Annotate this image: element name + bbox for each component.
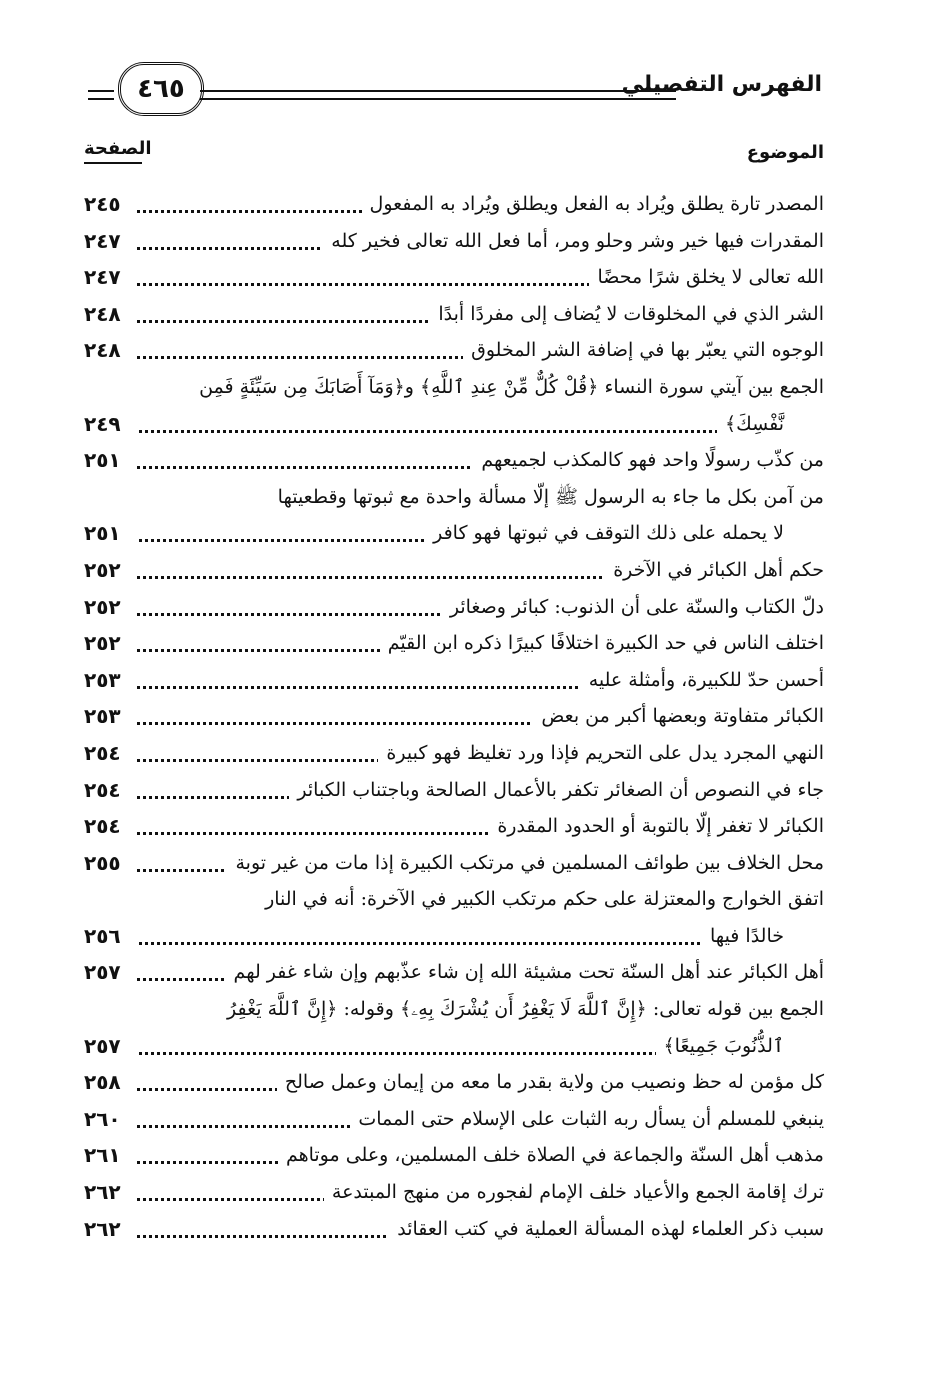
toc-entry-title: نَّفْسِكَ﴾ xyxy=(717,413,784,435)
toc-entry xyxy=(84,1211,824,1248)
toc-entry-page: ٢٥٧ xyxy=(84,954,136,991)
toc-entry-page: ٢٥٥ xyxy=(84,845,136,882)
toc-entry xyxy=(84,296,824,333)
toc-entry-title: ترك إقامة الجمع والأعياد خلف الإمام لفجوره من منهج المبتدعة xyxy=(324,1181,824,1203)
toc-entry-line xyxy=(84,625,824,662)
toc-entry-line xyxy=(84,223,824,260)
toc-entry-page: ٢٤٧ xyxy=(84,259,136,296)
toc-entry xyxy=(84,332,824,369)
toc-entry xyxy=(84,1137,824,1174)
toc-entry-page: ٢٥٤ xyxy=(84,808,136,845)
toc-entry-title: كل مؤمن له حظ ونصيب من ولاية بقدر ما معه من إيمان وعمل صالح xyxy=(277,1071,824,1093)
page-column-header: الصفحة xyxy=(84,138,152,159)
toc-entry-page: ٢٥٣ xyxy=(84,698,136,735)
toc-entry-page: ٢٥٨ xyxy=(84,1064,136,1101)
page-column-underline xyxy=(84,162,142,164)
toc-entry xyxy=(84,845,824,882)
toc-entry xyxy=(84,369,824,442)
toc-entry-page: ٢٤٧ xyxy=(84,223,136,260)
toc-entry xyxy=(84,186,824,223)
toc-entry xyxy=(84,1064,824,1101)
toc-entry-line xyxy=(84,1174,824,1211)
toc-entry-page: ٢٥٤ xyxy=(84,772,136,809)
toc-entry-title: من آمن بكل ما جاء به الرسول ﷺ إلّا مسألة واحدة مع ثبوتها وقطعيتها xyxy=(270,486,824,508)
toc-entry-title: الجمع بين آيتي سورة النساء ﴿قُلْ كُلٌّ مِّنْ عِندِ ٱللَّهِ﴾ و﴿وَمَآ أَصَابَكَ مِن سَيِّئَةٍ فَمِن xyxy=(191,376,824,398)
toc-entry-title: أهل الكبائر عند أهل السنّة تحت مشيئة الله إن شاء عذّبهم وإن شاء غفر لهم xyxy=(226,961,824,983)
leader-dots xyxy=(84,918,784,945)
toc-entry-title: دلّ الكتاب والسنّة على أن الذنوب: كبائر وصغائر xyxy=(442,596,824,618)
toc-entry-page: ٢٦١ xyxy=(84,1137,136,1174)
toc-entry-line xyxy=(84,369,824,406)
toc-entry xyxy=(84,479,824,552)
toc-entry-page: ٢٤٥ xyxy=(84,186,136,223)
toc-entry-line xyxy=(84,735,824,772)
toc-entry-page: ٢٥١ xyxy=(84,442,136,479)
toc-entry-title: مذهب أهل السنّة والجماعة في الصلاة خلف المسلمين، وعلى موتاهم xyxy=(278,1144,824,1166)
toc-entry-page: ٢٥٢ xyxy=(84,589,136,626)
toc-entry-title: الوجوه التي يعبّر بها في إضافة الشر المخلوق xyxy=(463,339,824,361)
toc-entry-page: ٢٥٧ xyxy=(84,1028,136,1065)
table-of-contents xyxy=(84,186,824,1247)
toc-entry xyxy=(84,735,824,772)
toc-entry xyxy=(84,1174,824,1211)
toc-entry xyxy=(84,1101,824,1138)
toc-entry-line xyxy=(84,881,824,918)
toc-entry-line xyxy=(84,515,784,552)
toc-entry-title: اختلف الناس في حد الكبيرة اختلافًا كبيرًا ذكره ابن القيّم xyxy=(380,632,824,654)
toc-entry-line xyxy=(84,662,824,699)
toc-entry-page: ٢٥٢ xyxy=(84,625,136,662)
toc-entry-page: ٢٤٩ xyxy=(84,406,136,443)
toc-entry-title: ٱلذُّنُوبَ جَمِيعًا﴾ xyxy=(656,1035,784,1057)
toc-entry-page: ٢٦٢ xyxy=(84,1174,136,1211)
toc-entry-line xyxy=(84,1028,784,1065)
toc-entry xyxy=(84,991,824,1064)
toc-entry xyxy=(84,808,824,845)
toc-entry-line xyxy=(84,406,784,443)
toc-entry-page: ٢٥٣ xyxy=(84,662,136,699)
toc-entry-line xyxy=(84,1137,824,1174)
toc-entry xyxy=(84,625,824,662)
toc-entry xyxy=(84,259,824,296)
header-rule xyxy=(200,90,676,100)
toc-entry xyxy=(84,552,824,589)
toc-entry-title: حكم أهل الكبائر في الآخرة xyxy=(605,559,824,581)
toc-entry-title: الكبائر لا تغفر إلّا بالتوبة أو الحدود المقدرة xyxy=(489,815,824,837)
toc-entry xyxy=(84,223,824,260)
toc-entry-title: لا يحمله على ذلك التوقف في ثبوتها فهو كافر xyxy=(425,522,784,544)
toc-entry-title: خالدًا فيها xyxy=(702,925,784,947)
toc-entry-line xyxy=(84,991,824,1028)
toc-entry-line xyxy=(84,479,824,516)
toc-entry-line xyxy=(84,918,784,955)
toc-entry-title: المصدر تارة يطلق ويُراد به الفعل ويطلق ويُراد به المفعول xyxy=(362,193,824,215)
toc-entry-line xyxy=(84,1064,824,1101)
toc-entry xyxy=(84,881,824,954)
toc-entry-page: ٢٤٨ xyxy=(84,332,136,369)
toc-entry xyxy=(84,772,824,809)
toc-entry xyxy=(84,589,824,626)
column-headers xyxy=(84,138,824,172)
toc-entry-line xyxy=(84,589,824,626)
toc-entry-line xyxy=(84,332,824,369)
toc-entry-line xyxy=(84,552,824,589)
toc-entry-page: ٢٤٨ xyxy=(84,296,136,333)
toc-entry-page: ٢٦٠ xyxy=(84,1101,136,1138)
toc-entry-line xyxy=(84,1211,824,1248)
toc-entry-line xyxy=(84,808,824,845)
toc-entry-title: جاء في النصوص أن الصغائر تكفر بالأعمال الصالحة وباجتناب الكبائر xyxy=(289,779,824,801)
toc-entry-title: من كذّب رسولًا واحد فهو كالمكذب لجميعهم xyxy=(473,449,824,471)
toc-entry-title: سبب ذكر العلماء لهذه المسألة العملية في كتب العقائد xyxy=(389,1218,824,1240)
toc-entry-title: اتفق الخوارج والمعتزلة على حكم مرتكب الكبير في الآخرة: أنه في النار xyxy=(257,888,824,910)
toc-entry-page: ٢٦٢ xyxy=(84,1211,136,1248)
toc-entry-line xyxy=(84,259,824,296)
toc-entry xyxy=(84,662,824,699)
toc-entry-title: النهي المجرد يدل على التحريم فإذا ورد تغليظ فهو كبيرة xyxy=(378,742,824,764)
toc-entry-page: ٢٥٢ xyxy=(84,552,136,589)
toc-entry-line xyxy=(84,954,824,991)
toc-entry-line xyxy=(84,1101,824,1138)
page-header xyxy=(88,60,822,134)
toc-entry-line xyxy=(84,698,824,735)
toc-entry-line xyxy=(84,186,824,223)
running-title: الفهرس التفصيلي xyxy=(621,72,822,97)
toc-entry xyxy=(84,442,824,479)
toc-entry-title: محل الخلاف بين طوائف المسلمين في مرتكب الكبيرة إذا مات من غير توبة xyxy=(227,852,824,874)
header-rule-left xyxy=(88,90,114,100)
page-number: ٤٦٥ xyxy=(118,62,204,116)
leader-dots xyxy=(84,406,784,433)
toc-entry-line xyxy=(84,442,824,479)
toc-entry xyxy=(84,954,824,991)
topic-column-header: الموضوع xyxy=(746,142,824,163)
toc-entry-title: الله تعالى لا يخلق شرًا محضًا xyxy=(589,266,824,288)
toc-entry-title: ينبغي للمسلم أن يسأل ربه الثبات على الإسلام حتى الممات xyxy=(350,1108,824,1130)
toc-entry-title: الكبائر متفاوتة وبعضها أكبر من بعض xyxy=(533,705,824,727)
toc-entry-line xyxy=(84,772,824,809)
toc-entry-title: الشر الذي في المخلوقات لا يُضاف إلى مفردًا أبدًا xyxy=(430,303,824,325)
toc-entry-title: الجمع بين قوله تعالى: ﴿إِنَّ ٱللَّهَ لَا يَغْفِرُ أَن يُشْرَكَ بِهِۦ﴾ وقوله: ﴿إِنَّ ٱللَّهَ يَغْفِرُ xyxy=(219,998,824,1020)
toc-entry-page: ٢٥١ xyxy=(84,515,136,552)
toc-entry-line xyxy=(84,845,824,882)
toc-entry-title: المقدرات فيها خير وشر وحلو ومر، أما فعل الله تعالى فخير كله xyxy=(323,230,824,252)
toc-entry-page: ٢٥٤ xyxy=(84,735,136,772)
toc-entry-title: أحسن حدّ للكبيرة، وأمثلة عليه xyxy=(581,669,824,691)
toc-entry xyxy=(84,698,824,735)
toc-entry-page: ٢٥٦ xyxy=(84,918,136,955)
toc-entry-line xyxy=(84,296,824,333)
